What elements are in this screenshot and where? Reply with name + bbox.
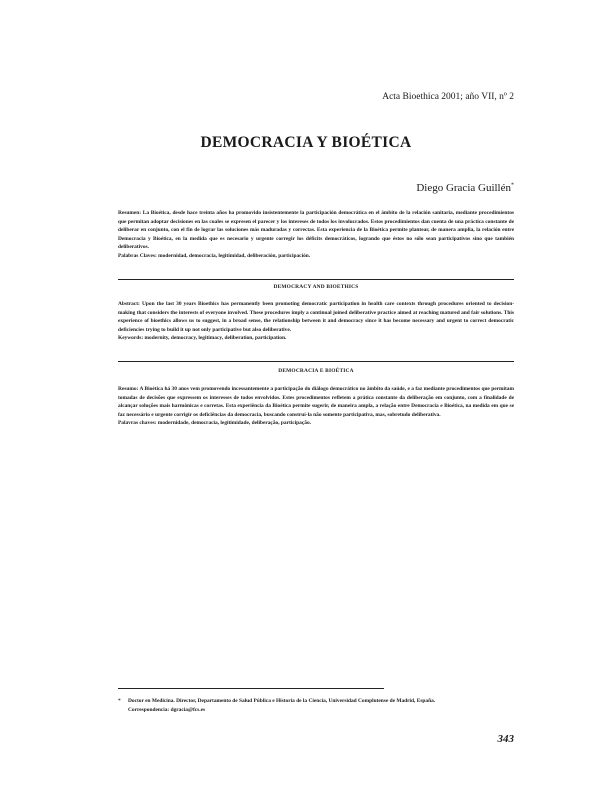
footnote-mark: *	[118, 698, 121, 704]
english-abstract-text: Upon the last 30 years Bioethics has permanently been promoting democratic participation in health care contexts through procedures oriented to decision-making that considers the interests of everyone involved. These procedures imply a continual joined deliberative practice aimed at reaching matured and fair solutions. This experience of bioethics allows us to suggest, in a broad sense, the relationship between it and democracy since it has become necessary and urgent to correct democratic deficiencies trying to build it up not only participative but also deliberative.	[118, 301, 515, 333]
footnote-correspondence: Correspondencia: dgracia@fcs.es	[128, 707, 206, 713]
english-keywords-label: Keywords:	[118, 335, 144, 342]
author-line	[416, 182, 514, 194]
english-abstract-label: Abstract:	[118, 301, 140, 307]
portuguese-abstract-text: A Bioética há 30 anos vem promovendo incessantemente a participação do diálogo democrático no âmbito da saúde, e a faz mediante procedimentos que permitam tomadas de decisões que expressem os interesses de todos envolvidos. Estes procedimentos refletem a prática constante da deliberação em conjunto, com a finalidade de alcançar soluções mais harmônicas e corretas. Esta experiência da Bioética permite sugerir, de maneira ampla, a relação entre Democracia e Bioética, na medida em que se faz necessário e urgente corrigir os deficiências da democracia, buscando construí-la não somente participativa, mas, sobretudo deliberativa.	[118, 386, 514, 418]
author-footnote-mark: *	[511, 182, 514, 189]
footnote-affiliation: Doctor en Medicina. Director, Departamento de Salud Pública e Historia de la Ciencia, Universidad Complutense de Madrid, España.	[128, 698, 436, 704]
english-abstract	[118, 300, 514, 343]
section-divider-2	[118, 361, 514, 362]
footnote-divider	[118, 688, 384, 689]
portuguese-abstract-label: Resumo:	[118, 386, 139, 392]
spanish-keywords	[118, 252, 514, 261]
spanish-abstract-text: La Bioética, desde hace treinta años ha promovido insistentemente la participación democrática en el ámbito de la relación sanitaria, mediante procedimientos que permitan adoptar decisiones en las cuales se expresen el parecer y los intereses de todos los involucrados. Estos procedimientos dan cuenta de una práctica constante de deliberar en conjunto, con el fin de lograr las soluciones más maduradas y correctas. Esta experiencia de la Bioética permite plantear, de manera amplia, la relación entre Democracia y Bioética, en la medida que es necesario y urgente corregir los déficits democráticos, logrando que éstos no sólo sean participativos sino que también deliberativos.	[118, 210, 514, 251]
portuguese-keywords-text: modernidade, democracia, legitimidade, deliberação, participação.	[157, 420, 312, 427]
spanish-abstract	[118, 209, 514, 261]
spanish-keywords-text: modernidad, democracia, legitimidad, deliberación, participación.	[158, 252, 311, 259]
english-keywords	[118, 334, 514, 343]
page-number: 343	[497, 733, 514, 745]
spanish-abstract-label: Resumen:	[118, 210, 142, 216]
spanish-keywords-label: Palabras Claves:	[118, 252, 157, 259]
portuguese-abstract	[118, 385, 514, 428]
portuguese-keywords	[118, 419, 514, 428]
section-divider-1	[118, 279, 514, 280]
portuguese-heading: DEMOCRACIA E BIOÉTICA	[278, 368, 354, 374]
portuguese-keywords-label: Palavras chaves:	[118, 420, 157, 427]
footnote	[118, 697, 514, 715]
journal-reference: Acta Bioethica 2001; año VII, nº 2	[382, 92, 514, 102]
english-heading: DEMOCRACY AND BIOETHICS	[273, 284, 359, 290]
english-keywords-text: modernity, democracy, legitimacy, deliberation, participation.	[144, 335, 287, 342]
author-name: Diego Gracia Guillén	[416, 182, 511, 194]
paper-title: DEMOCRACIA Y BIOÉTICA	[200, 134, 412, 151]
